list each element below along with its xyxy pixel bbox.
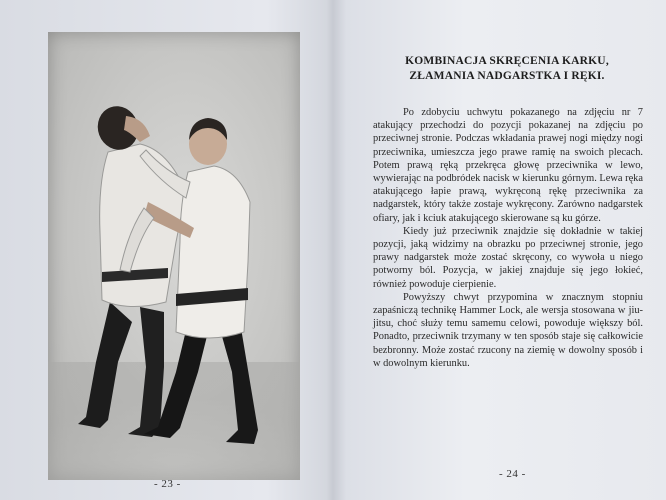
page-number-right: - 24 - [499, 468, 526, 480]
martial-arts-photo [48, 32, 300, 480]
martial-arts-neck-twist-photo-icon [48, 32, 300, 480]
paragraph-2: Kiedy już przeciwnik znajdzie się dokładnie w takiej pozycji, jaką widzimy na obrazku po przeciwnej stronie, jego prawy nadgarstek może zostać skręcony, co wywoła u niego potworny ból. Pozycja, w jakiej znajduje się jego łokieć, również powoduje cierpienie. [373, 225, 643, 290]
body-text [373, 106, 643, 370]
paragraph-1: Po zdobyciu uchwytu pokazanego na zdjęciu nr 7 atakujący przechodzi do pozycji pokazanej na zdjęciu po przeciwnej stronie. Podczas wkładania prawej nogi między nogi przeciwnika, umieszcza jego prawe ramię na swoich plecach. Potem prawą ręką przekręca głowę przeciwnika w lewo, wywierając na podbródek nacisk w kierunku górnym. Lewa ręka atakującego łapie prawą, wykręconą rękę przeciwnika za nadgarstek, który także zostaje wykręcony. Zarówno nadgarstek ofiary, jak i kciuk atakującego skierowane są ku górze. [373, 107, 643, 224]
chapter-title: KOMBINACJA SKRĘCENIA KARKU, ZŁAMANIA NADGARSTKA I RĘKI. [405, 55, 609, 82]
paragraph-3: Powyższy chwyt przypomina w znacznym stopniu zapaśniczą technikę Hammer Lock, ale wersja stosowana w jiu-jitsu, choć służy temu samemu celowi, powoduje większy ból. Ponadto, przeciwnik trzymany w ten sposób staje się całkowicie bezbronny. Może zostać rzucony na ziemię w dowolny sposób i w dowolnym kierunku. [373, 291, 643, 369]
page-number-left: - 23 - [154, 478, 181, 490]
right-page [333, 0, 666, 500]
